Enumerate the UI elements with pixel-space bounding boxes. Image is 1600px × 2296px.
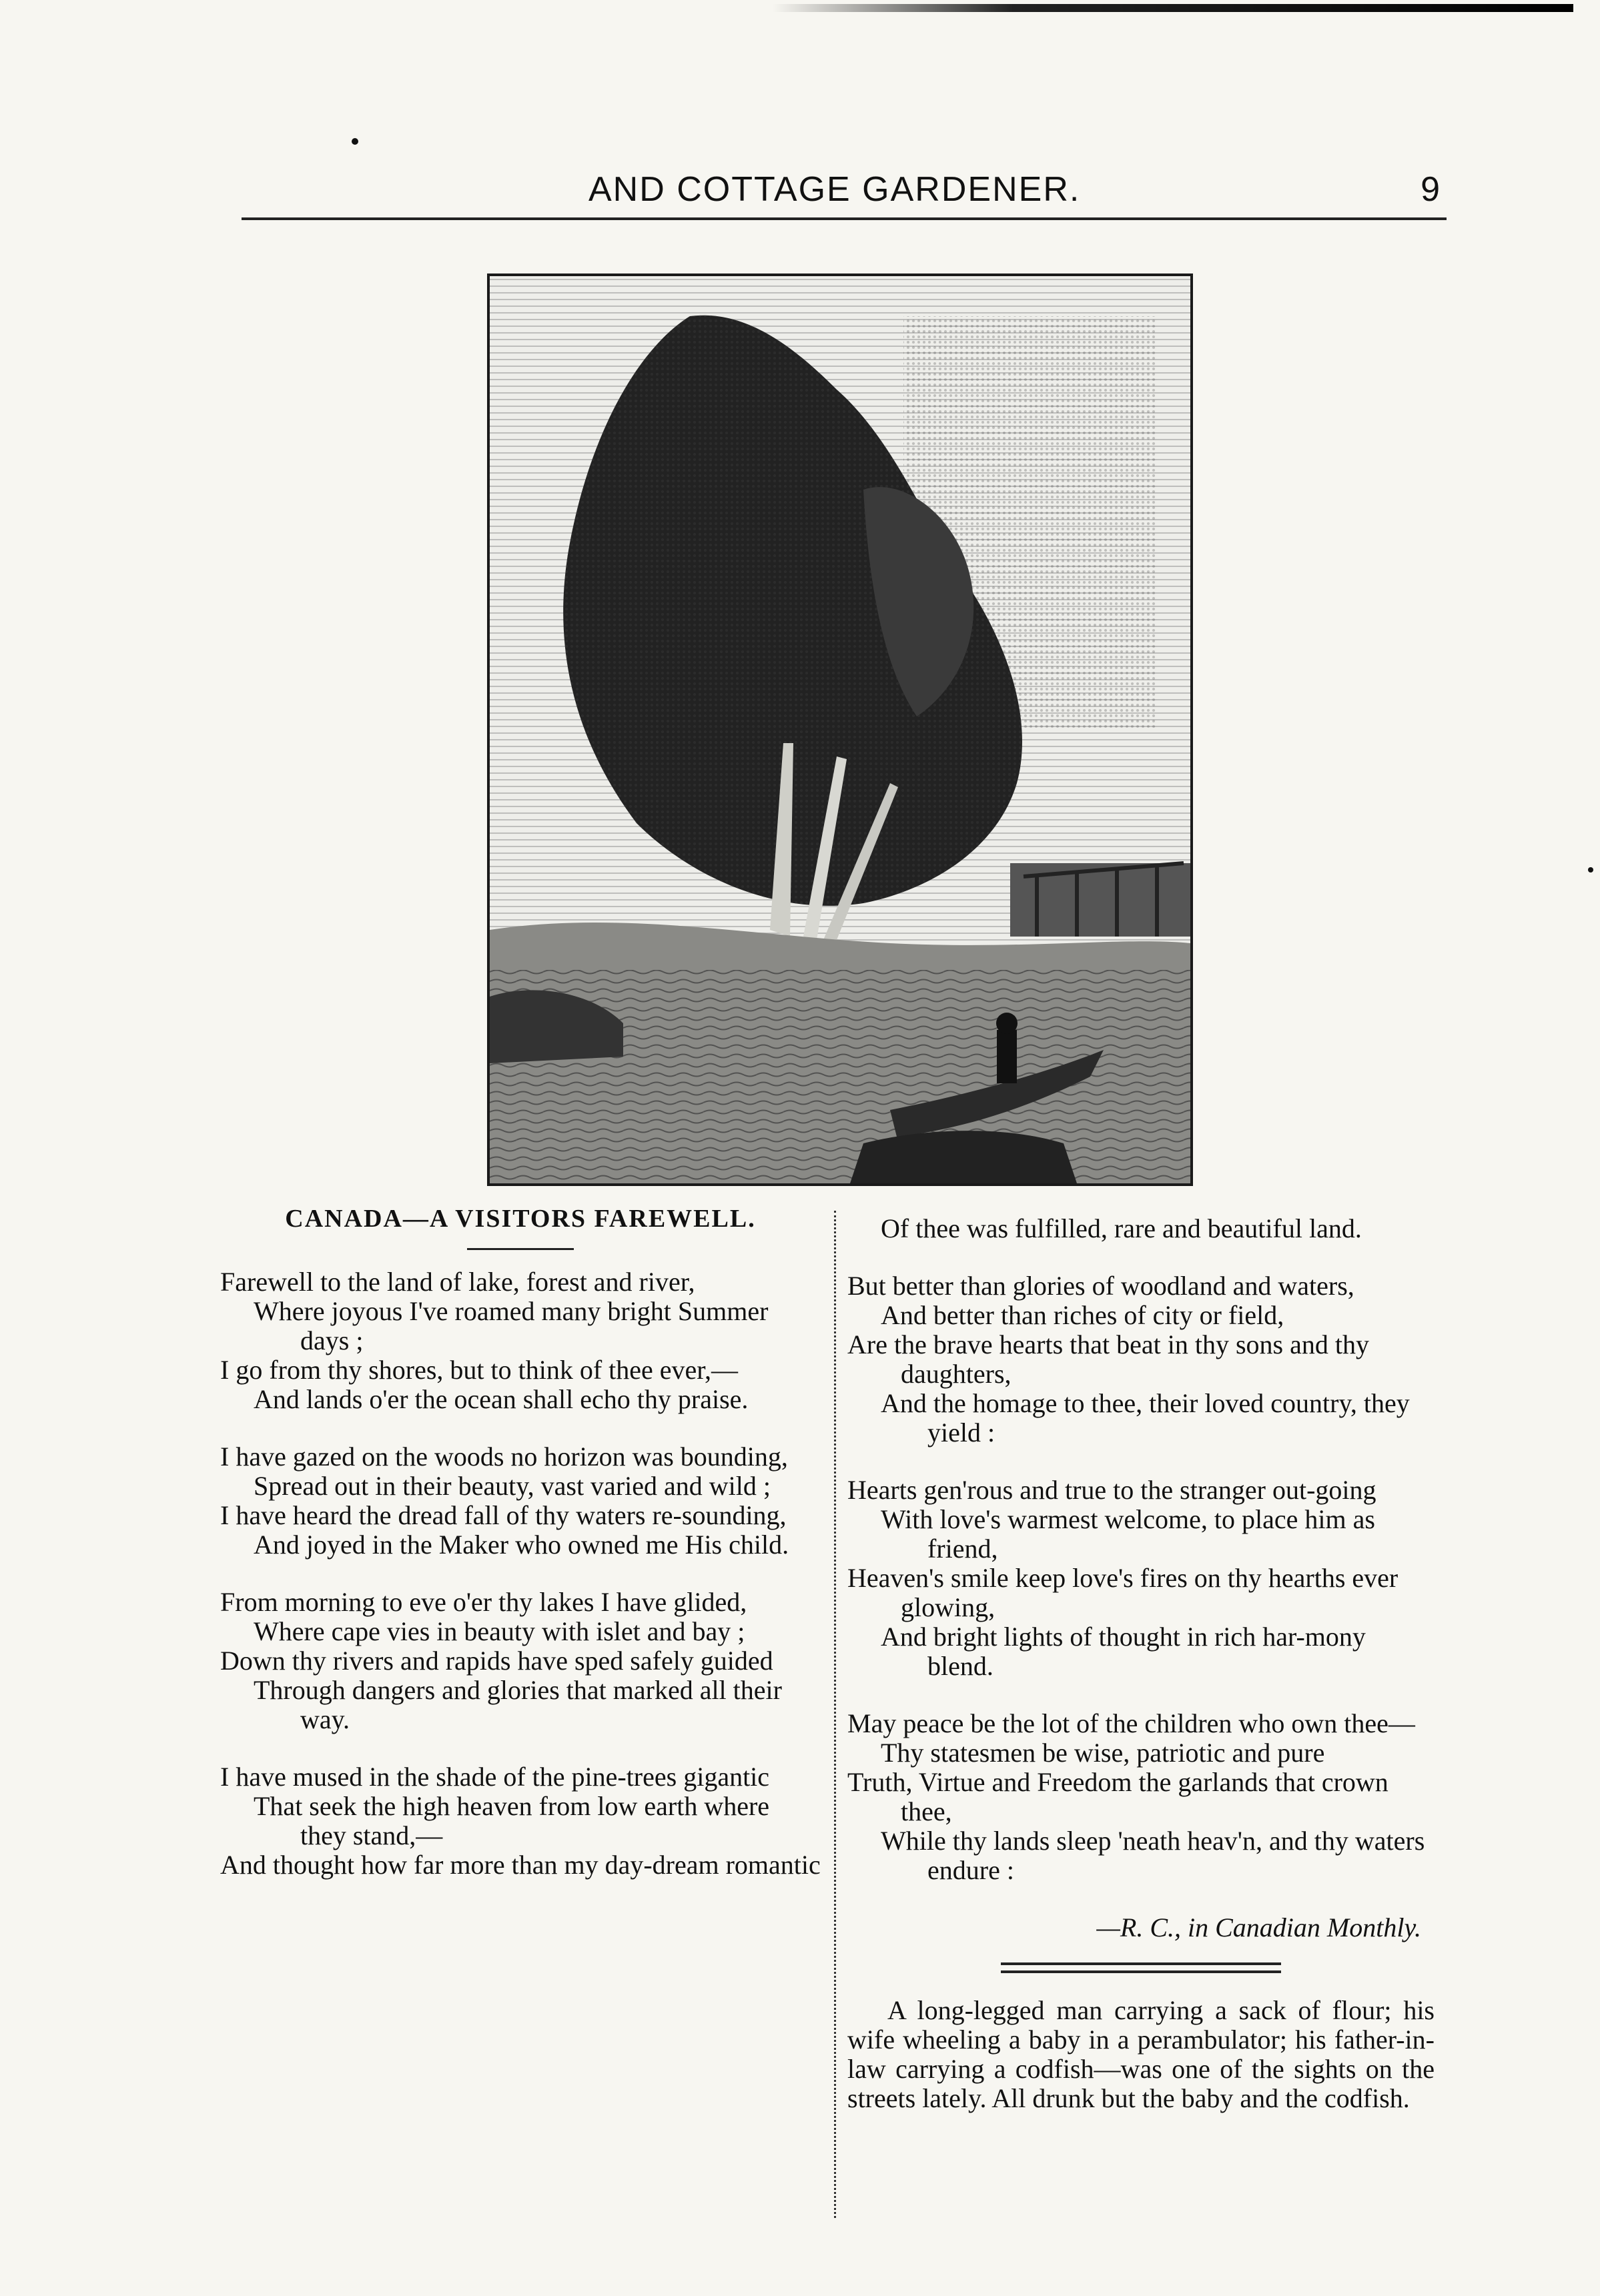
title-rule xyxy=(467,1248,574,1250)
verse-line: And lands o'er the ocean shall echo thy praise. xyxy=(254,1384,749,1414)
verse-line: Where joyous I've roamed many bright Summer days ; xyxy=(254,1296,769,1355)
verse-line: Where cape vies in beauty with islet and bay ; xyxy=(254,1616,745,1646)
top-edge-rule xyxy=(773,4,1573,12)
verse-line: I have mused in the shade of the pine-trees gigantic xyxy=(220,1762,770,1792)
verse-line: Spread out in their beauty, vast varied and wild ; xyxy=(254,1471,771,1501)
stanza xyxy=(220,1762,821,1880)
verse-line: That seek the high heaven from low earth where they stand,— xyxy=(254,1791,770,1850)
verse-line: From morning to eve o'er thy lakes I have glided, xyxy=(220,1587,747,1617)
poem-title: CANADA—A VISITORS FAREWELL. xyxy=(285,1205,756,1233)
verse-line: I go from thy shores, but to think of thee ever,— xyxy=(220,1355,739,1385)
print-speck xyxy=(352,138,358,145)
verse-line: I have gazed on the woods no horizon was bounding, xyxy=(220,1442,788,1472)
stanza xyxy=(847,1476,1435,1681)
verse-line: Farewell to the land of lake, forest and river, xyxy=(220,1267,695,1297)
stanza xyxy=(220,1442,821,1560)
page-header xyxy=(242,164,1447,220)
verse-line: Through dangers and glories that marked all their way. xyxy=(254,1675,782,1734)
verse-line: May peace be the lot of the children who own thee— xyxy=(847,1708,1415,1738)
verse-line: But better than glories of woodland and waters, xyxy=(847,1271,1354,1301)
verse-line: Are the brave hearts that beat in thy sons and thy daughters, xyxy=(847,1329,1369,1389)
verse-line: Truth, Virtue and Freedom the garlands that crown thee, xyxy=(847,1767,1388,1826)
engraving-drawing xyxy=(490,276,1190,1183)
verse-line: And thought how far more than my day-dream romantic xyxy=(220,1850,821,1880)
stanza xyxy=(847,1709,1435,1885)
section-double-rule xyxy=(1001,1962,1281,1973)
stanza xyxy=(847,1271,1435,1448)
verse-line: And better than riches of city or field, xyxy=(881,1300,1284,1330)
right-stanzas xyxy=(847,1214,1435,1885)
verse-line: I have heard the dread fall of thy waters re-sounding, xyxy=(220,1500,787,1530)
verse-line: Down thy rivers and rapids have sped safely guided xyxy=(220,1646,773,1676)
verse-line: Thy statesmen be wise, patriotic and pure xyxy=(881,1738,1325,1768)
anecdote-paragraph: A long-legged man carrying a sack of flour; his wife wheeling a baby in a perambulator; his father-in-law carrying a codfish—was one of the sights on the streets lately. All drunk but the baby and the codfish. xyxy=(847,1995,1435,2113)
running-head: AND COTTAGE GARDENER. xyxy=(588,170,1081,209)
stanza xyxy=(220,1267,821,1414)
stanza xyxy=(220,1588,821,1734)
verse-line: And the homage to thee, their loved country, they yield : xyxy=(881,1388,1410,1448)
print-speck xyxy=(1588,867,1593,873)
verse-line: With love's warmest welcome, to place him as friend, xyxy=(881,1504,1375,1564)
verse-line: While thy lands sleep 'neath heav'n, and thy waters endure : xyxy=(881,1826,1425,1885)
right-column xyxy=(847,1214,1435,2113)
left-stanzas xyxy=(220,1267,821,1880)
verse-line: Heaven's smile keep love's fires on thy hearths ever glowing, xyxy=(847,1563,1398,1622)
column-divider xyxy=(834,1211,836,2218)
verse-line: And joyed in the Maker who owned me His child. xyxy=(254,1530,789,1560)
left-column xyxy=(220,1204,821,1908)
stanza xyxy=(847,1214,1435,1243)
tree-engraving-illustration xyxy=(487,273,1193,1186)
poem-attribution: —R. C., in Canadian Monthly. xyxy=(1096,1912,1421,1942)
verse-line: Hearts gen'rous and true to the stranger out-going xyxy=(847,1475,1376,1505)
verse-line: And bright lights of thought in rich har-mony blend. xyxy=(881,1622,1366,1681)
page-number: 9 xyxy=(1421,170,1440,209)
verse-line: Of thee was fulfilled, rare and beautiful land. xyxy=(881,1213,1362,1243)
